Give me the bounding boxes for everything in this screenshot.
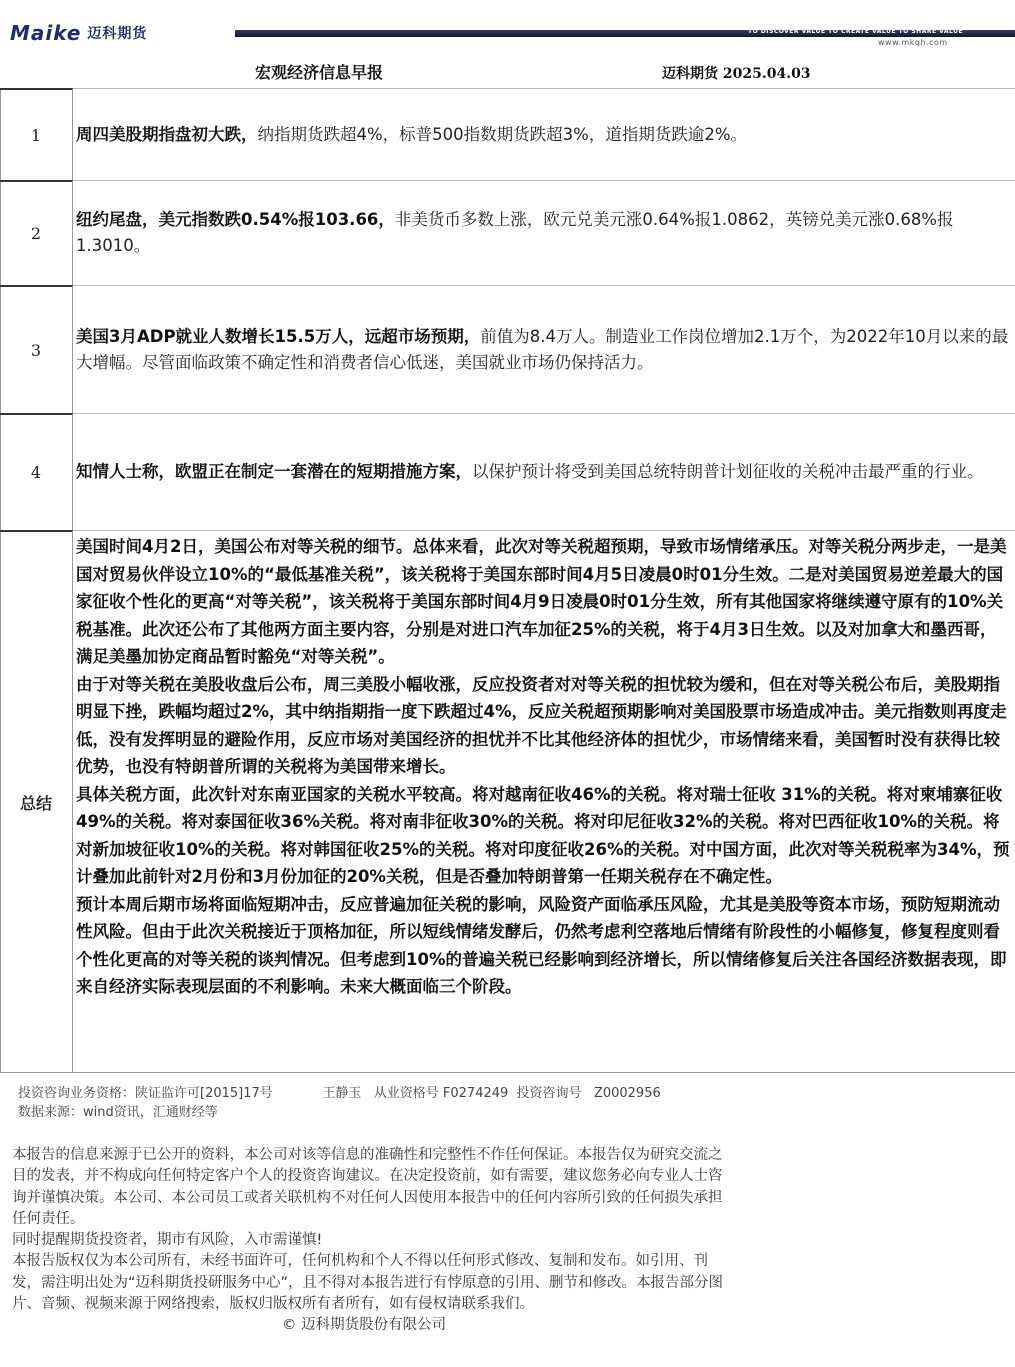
data-source: 数据来源：wind资讯，汇通财经等 [18, 1105, 218, 1120]
news-row [0, 413, 1015, 530]
license-text: 投资咨询业务资格：陕证监许可[2015]17号 [18, 1086, 273, 1101]
report-title: 宏观经济信息早报 [255, 63, 384, 82]
header-slogan: TO DISCOVER VALUE TO CREATE VALUE TO SHARE VALUE [748, 28, 964, 35]
row-number: 4 [0, 413, 73, 530]
row-headline: 周四美股期指盘初大跌， [76, 124, 258, 144]
row-content [73, 413, 1015, 530]
row-text: 前值为8.4万人。制造业工作岗位增加2.1万个，为2022年10月以来的最大增幅。尽管面临政策不确定性和消费者信心低迷，美国就业市场仍保持活力。 [76, 326, 1009, 372]
analyst-text: 王静玉 从业资格号 F0274249 投资咨询号 Z0002956 [322, 1086, 661, 1101]
news-row [0, 180, 1015, 285]
summary-paragraph: 由于对等关税在美股收盘后公布，周三美股小幅收涨，反应投资者对对等关税的担忧较为缓和，但在对等关税公布后，美股期指明显下挫，跌幅均超过2%，其中纳指期指一度下跌超过4%，反应关税超预期影响对美国股票市场造成冲击。美元指数则再度走低，没有发挥明显的避险作用，反应市场对美国经济的担忧并不比其他经济体的担忧少，市场情绪来看，美国暂时没有获得比较优势，也没有特朗普所谓的关税将为美国带来增长。 [76, 674, 1007, 776]
row-number: 1 [0, 88, 73, 180]
header-url: www.mkqh.com [878, 38, 948, 47]
summary-row [0, 530, 1015, 1072]
row-headline: 美国3月ADP就业人数增长15.5万人，远超市场预期， [76, 326, 481, 346]
disclaimer-paragraph: 本报告的信息来源于已公开的资料，本公司对该等信息的准确性和完整性不作任何保证。本报告仅为研究交流之目的发表，并不构成向任何特定客户个人的投资咨询建议。在决定投资前，如有需要，建议您务必向专业人士咨询并谨慎决策。本公司、本公司员工或者关联机构不对任何人因使用本报告中的任何内容所引致的任何损失承担任何责任。 [12, 1147, 723, 1227]
row-headline: 知情人士称，欧盟正在制定一套潜在的短期措施方案， [76, 462, 472, 481]
row-text: 以保护预计将受到美国总统特朗普计划征收的关税冲击最严重的行业。 [472, 462, 984, 481]
row-content [73, 180, 1015, 285]
row-number: 2 [0, 180, 73, 285]
disclaimer-paragraph: 本报告版权仅为本公司所有，未经书面许可，任何机构和个人不得以任何形式修改、复制和发布。如引用、刊发，需注明出处为“迈科期货投研服务中心”，且不得对本报告进行有悖原意的引用、删节和修改。本报告部分图片、音频、视频来源于网络搜索，版权归版权所有者所有，如有侵权请联系我们。 [12, 1253, 724, 1313]
summary-content [73, 530, 1015, 1072]
summary-label: 总结 [0, 530, 73, 1072]
row-number: 3 [0, 285, 73, 413]
copyright: © 迈科期货股份有限公司 [282, 1317, 447, 1333]
summary-paragraph: 美国时间4月2日，美国公布对等关税的细节。总体来看，此次对等关税超预期，导致市场情绪承压。对等关税分两步走，一是美国对贸易伙伴设立10%的“最低基准关税”，该关税将于美国东部时间4月5日凌晨0时01分生效。二是对美国贸易逆差最大的国家征收个性化的更高“对等关税”，该关税将于美国东部时间4月9日凌晨0时01分生效，所有其他国家将继续遵守原有的10%关税基准。此次还公布了其他两方面主要内容，分别是对进口汽车加征25%的关税，将于4月3日生效。以及对加拿大和墨西哥，满足美墨加协定商品暂时豁免“对等关税”。 [76, 537, 1007, 666]
disclaimer-paragraph: 同时提醒期货投资者，期市有风险，入市需谨慎! [12, 1232, 323, 1249]
news-row [0, 285, 1015, 413]
summary-paragraph: 具体关税方面，此次针对东南亚国家的关税水平较高。将对越南征收46%的关税。将对瑞士征收 31%的关税。将对柬埔寨征收49%的关税。将对泰国征收36%关税。将对南非征收30%的关税。将对印尼征收32%的关税。将对巴西征收10%的关税。将对新加坡征收10%的关税。将对韩国征收25%的关税。将对印度征收26%的关税。对中国方面，此次对等关税税率为34%，预计叠加此前针对2月份和3月份加征的20%关税，但是否叠加特朗普第一任期关税存在不确定性。 [76, 784, 1010, 886]
report-company-date: 迈科期货 2025.04.03 [662, 66, 811, 82]
summary-paragraph: 预计本周后期市场将面临短期冲击，反应普遍加征关税的影响，风险资产面临承压风险，尤其是美股等资本市场，预防短期流动性风险。但由于此次关税接近于顶格加征，所以短线情绪发酵后，仍然考虑利空落地后情绪有阶段性的小幅修复，修复程度则看个性化更高的对等关税的谈判情况。但考虑到10%的普遍关税已经影响到经济增长，所以情绪修复后关注各国经济数据表现，即来自经济实际表现层面的不利影响。未来大概面临三个阶段。 [76, 894, 1007, 996]
row-content [73, 88, 1015, 180]
company-logo [10, 22, 147, 44]
table-bottom-border [0, 1072, 1015, 1073]
row-content [73, 285, 1015, 413]
row-headline: 纽约尾盘，美元指数跌0.54%报103.66， [76, 210, 395, 229]
news-row [0, 88, 1015, 180]
logo-latin-text: Maike [10, 21, 82, 45]
logo-chinese-text: 迈科期货 [87, 26, 148, 42]
row-text: 纳指期货跌超4%，标普500指数期货跌超3%，道指期货跌逾2%。 [257, 124, 748, 144]
license-line [18, 1082, 661, 1101]
disclaimer [12, 1145, 734, 1315]
row-text: 非美货币多数上涨，欧元兑美元涨0.64%报1.0862，英镑兑美元涨0.68%报1.3010。 [76, 210, 954, 255]
